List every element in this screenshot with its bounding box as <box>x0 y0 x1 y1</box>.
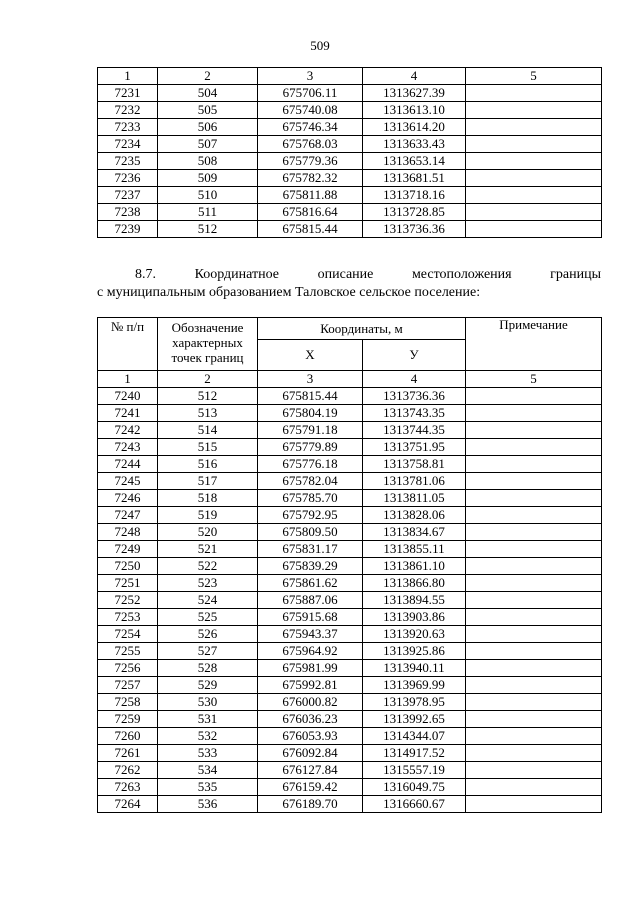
header-num: № п/п <box>98 318 158 371</box>
table-row <box>98 762 602 779</box>
table-cell: 516 <box>158 456 258 473</box>
table-cell: 7249 <box>98 541 158 558</box>
table-cell: 527 <box>158 643 258 660</box>
table-cell: 7239 <box>98 221 158 238</box>
table-cell: 7255 <box>98 643 158 660</box>
table-cell: 509 <box>158 170 258 187</box>
table-row <box>98 643 602 660</box>
table-cell: 1313728.85 <box>363 204 466 221</box>
table-row <box>98 796 602 813</box>
table-cell: 1313828.06 <box>363 507 466 524</box>
table-cell: 675811.88 <box>258 187 363 204</box>
table-cell: 675706.11 <box>258 85 363 102</box>
table-row <box>98 745 602 762</box>
table-cell: 508 <box>158 153 258 170</box>
column-number-cell: 2 <box>158 68 258 85</box>
table-cell <box>466 422 602 439</box>
table-row <box>98 422 602 439</box>
table-cell: 7238 <box>98 204 158 221</box>
table-row <box>98 119 602 136</box>
table-cell: 7246 <box>98 490 158 507</box>
section-heading-word: границы <box>550 267 601 282</box>
table-cell: 531 <box>158 711 258 728</box>
table-cell: 7234 <box>98 136 158 153</box>
table-cell <box>466 643 602 660</box>
table-cell <box>466 711 602 728</box>
table-cell: 7253 <box>98 609 158 626</box>
table-cell: 675981.99 <box>258 660 363 677</box>
table-cell: 7248 <box>98 524 158 541</box>
table-cell: 7254 <box>98 626 158 643</box>
table-cell <box>466 221 602 238</box>
table-cell: 519 <box>158 507 258 524</box>
table-cell: 675779.36 <box>258 153 363 170</box>
table-row <box>98 575 602 592</box>
table-row <box>98 221 602 238</box>
table-cell: 523 <box>158 575 258 592</box>
section-heading-word: Координатное <box>194 267 279 282</box>
table-cell: 1315557.19 <box>363 762 466 779</box>
table-cell: 1313614.20 <box>363 119 466 136</box>
section-heading-word: местоположения <box>411 267 512 282</box>
table-cell <box>466 592 602 609</box>
table-body <box>98 371 602 813</box>
table-cell <box>466 388 602 405</box>
table-row <box>98 170 602 187</box>
table-cell: 675768.03 <box>258 136 363 153</box>
column-number-cell: 1 <box>98 371 158 388</box>
table-cell: 521 <box>158 541 258 558</box>
table-cell: 7259 <box>98 711 158 728</box>
table-cell: 511 <box>158 204 258 221</box>
table-cell: 675792.95 <box>258 507 363 524</box>
table-cell: 1314917.52 <box>363 745 466 762</box>
table-cell: 7260 <box>98 728 158 745</box>
table-cell: 1313969.99 <box>363 677 466 694</box>
table-cell: 1313736.36 <box>363 221 466 238</box>
table-cell: 1313758.81 <box>363 456 466 473</box>
table-cell: 675809.50 <box>258 524 363 541</box>
table-cell <box>466 170 602 187</box>
table-cell: 7244 <box>98 456 158 473</box>
table-cell: 676159.42 <box>258 779 363 796</box>
table-cell: 7263 <box>98 779 158 796</box>
table-row <box>98 473 602 490</box>
table-cell: 1313940.11 <box>363 660 466 677</box>
table-cell: 1313861.10 <box>363 558 466 575</box>
table-cell: 676189.70 <box>258 796 363 813</box>
table-cell: 675746.34 <box>258 119 363 136</box>
table-cell: 675782.04 <box>258 473 363 490</box>
table-cell <box>466 456 602 473</box>
table-cell <box>466 575 602 592</box>
table-cell: 1313855.11 <box>363 541 466 558</box>
table-cell: 1313866.80 <box>363 575 466 592</box>
table-cell: 675785.70 <box>258 490 363 507</box>
table-cell: 1313627.39 <box>363 85 466 102</box>
table-cell <box>466 609 602 626</box>
coordinates-table <box>97 317 602 813</box>
table-cell: 7258 <box>98 694 158 711</box>
table-cell: 513 <box>158 405 258 422</box>
table-cell: 524 <box>158 592 258 609</box>
table-cell <box>466 490 602 507</box>
table-row <box>98 592 602 609</box>
table-cell: 675776.18 <box>258 456 363 473</box>
table-cell: 1313781.06 <box>363 473 466 490</box>
table-row <box>98 524 602 541</box>
table-row <box>98 405 602 422</box>
table-row <box>98 136 602 153</box>
table-cell: 1313920.63 <box>363 626 466 643</box>
table-cell <box>466 762 602 779</box>
table-cell: 7250 <box>98 558 158 575</box>
table-cell: 514 <box>158 422 258 439</box>
table-row <box>98 677 602 694</box>
column-number-cell: 3 <box>258 371 363 388</box>
table-cell: 512 <box>158 388 258 405</box>
column-number-cell: 1 <box>98 68 158 85</box>
header-y: У <box>363 340 466 371</box>
table-cell: 675740.08 <box>258 102 363 119</box>
table-row <box>98 558 602 575</box>
table-cell: 675861.62 <box>258 575 363 592</box>
column-number-cell: 3 <box>258 68 363 85</box>
table-cell <box>466 660 602 677</box>
table-cell: 675815.44 <box>258 388 363 405</box>
table-cell: 7247 <box>98 507 158 524</box>
table-cell: 525 <box>158 609 258 626</box>
table-cell: 1313718.16 <box>363 187 466 204</box>
table-header <box>98 318 602 371</box>
table-cell: 1314344.07 <box>363 728 466 745</box>
table-cell: 535 <box>158 779 258 796</box>
table-cell: 7243 <box>98 439 158 456</box>
table-cell: 1313681.51 <box>363 170 466 187</box>
table-cell: 1313736.36 <box>363 388 466 405</box>
table-cell: 505 <box>158 102 258 119</box>
header-note: Примечание <box>466 318 602 371</box>
table-cell: 676053.93 <box>258 728 363 745</box>
table-row <box>98 102 602 119</box>
table-row <box>98 609 602 626</box>
table-cell: 7233 <box>98 119 158 136</box>
table-body <box>98 68 602 238</box>
table-cell: 1313894.55 <box>363 592 466 609</box>
table-cell: 675779.89 <box>258 439 363 456</box>
column-number-cell: 4 <box>363 68 466 85</box>
table-cell: 1313903.86 <box>363 609 466 626</box>
table-cell: 675943.37 <box>258 626 363 643</box>
table-cell: 517 <box>158 473 258 490</box>
table-cell: 675782.32 <box>258 170 363 187</box>
table-cell: 675887.06 <box>258 592 363 609</box>
column-number-row <box>98 371 602 388</box>
table-row <box>98 660 602 677</box>
table-cell: 675815.44 <box>258 221 363 238</box>
table-cell: 536 <box>158 796 258 813</box>
table-cell: 1313751.95 <box>363 439 466 456</box>
table-cell <box>466 524 602 541</box>
table-cell: 1313992.65 <box>363 711 466 728</box>
table-cell: 7261 <box>98 745 158 762</box>
table-cell: 1313653.14 <box>363 153 466 170</box>
table-cell: 675839.29 <box>258 558 363 575</box>
table-cell: 675804.19 <box>258 405 363 422</box>
table-row <box>98 541 602 558</box>
table-cell <box>466 85 602 102</box>
table-cell: 675992.81 <box>258 677 363 694</box>
table-row <box>98 204 602 221</box>
table-cell: 7240 <box>98 388 158 405</box>
table-cell: 1313925.86 <box>363 643 466 660</box>
table-cell: 1313744.35 <box>363 422 466 439</box>
column-number-cell: 4 <box>363 371 466 388</box>
table-cell: 675816.64 <box>258 204 363 221</box>
table-cell: 7237 <box>98 187 158 204</box>
table-cell: 676000.82 <box>258 694 363 711</box>
table-cell <box>466 694 602 711</box>
table-cell: 7241 <box>98 405 158 422</box>
table-cell: 518 <box>158 490 258 507</box>
table-cell <box>466 405 602 422</box>
column-number-cell: 2 <box>158 371 258 388</box>
table-cell <box>466 204 602 221</box>
table-row <box>98 779 602 796</box>
table-row <box>98 439 602 456</box>
table-cell <box>466 745 602 762</box>
table-cell: 676127.84 <box>258 762 363 779</box>
table-cell: 1313978.95 <box>363 694 466 711</box>
table-cell <box>466 677 602 694</box>
table-cell: 1313811.05 <box>363 490 466 507</box>
table-cell: 522 <box>158 558 258 575</box>
table-cell: 7236 <box>98 170 158 187</box>
table-cell <box>466 779 602 796</box>
table-cell: 530 <box>158 694 258 711</box>
table-row <box>98 388 602 405</box>
table-cell <box>466 541 602 558</box>
table-row <box>98 490 602 507</box>
table-cell: 1313613.10 <box>363 102 466 119</box>
header-designation: Обозначение характерных точек границ <box>158 318 258 371</box>
table-cell: 7264 <box>98 796 158 813</box>
table-cell: 528 <box>158 660 258 677</box>
table-cell: 7262 <box>98 762 158 779</box>
table-cell: 512 <box>158 221 258 238</box>
column-number-cell: 5 <box>466 68 602 85</box>
table-cell <box>466 439 602 456</box>
table-cell: 7252 <box>98 592 158 609</box>
table-cell: 506 <box>158 119 258 136</box>
table-cell: 507 <box>158 136 258 153</box>
table-row <box>98 626 602 643</box>
table-cell <box>466 136 602 153</box>
table-cell <box>466 102 602 119</box>
table-cell: 676092.84 <box>258 745 363 762</box>
table-cell: 510 <box>158 187 258 204</box>
table-row <box>98 711 602 728</box>
table-cell: 675964.92 <box>258 643 363 660</box>
table-cell: 520 <box>158 524 258 541</box>
table-row <box>98 456 602 473</box>
section-heading-line1 <box>97 266 601 284</box>
table-row <box>98 694 602 711</box>
table-cell: 1313743.35 <box>363 405 466 422</box>
table-row <box>98 153 602 170</box>
table-cell: 7257 <box>98 677 158 694</box>
table-cell: 7231 <box>98 85 158 102</box>
header-x: Х <box>258 340 363 371</box>
table-row <box>98 85 602 102</box>
table-row <box>98 728 602 745</box>
table-cell: 532 <box>158 728 258 745</box>
table-cell <box>466 473 602 490</box>
table-cell: 675915.68 <box>258 609 363 626</box>
table-cell: 533 <box>158 745 258 762</box>
table-row <box>98 187 602 204</box>
table-cell <box>466 796 602 813</box>
table-cell: 7245 <box>98 473 158 490</box>
table-cell <box>466 187 602 204</box>
table-cell: 504 <box>158 85 258 102</box>
table-cell: 534 <box>158 762 258 779</box>
table-cell: 7242 <box>98 422 158 439</box>
table-cell: 7235 <box>98 153 158 170</box>
table-cell: 515 <box>158 439 258 456</box>
table-cell: 7232 <box>98 102 158 119</box>
section-heading-line2: с муниципальным образованием Таловское сельское поселение: <box>97 285 481 300</box>
table-cell <box>466 507 602 524</box>
table-cell: 1313834.67 <box>363 524 466 541</box>
table-cell: 675791.18 <box>258 422 363 439</box>
header-coordinates: Координаты, м <box>258 318 466 340</box>
table-row <box>98 507 602 524</box>
table-cell: 675831.17 <box>258 541 363 558</box>
table-cell <box>466 728 602 745</box>
table-cell: 7251 <box>98 575 158 592</box>
table-cell <box>466 626 602 643</box>
table-cell: 676036.23 <box>258 711 363 728</box>
column-number-row <box>98 68 602 85</box>
column-number-cell: 5 <box>466 371 602 388</box>
section-number: 8.7. <box>135 267 156 282</box>
section-heading-word: описание <box>317 267 374 282</box>
table-cell: 529 <box>158 677 258 694</box>
table-cell: 1316049.75 <box>363 779 466 796</box>
table-cell <box>466 119 602 136</box>
table-cell <box>466 558 602 575</box>
table-cell: 526 <box>158 626 258 643</box>
coordinates-table-continued <box>97 67 602 238</box>
table-cell: 1316660.67 <box>363 796 466 813</box>
page-number: 509 <box>310 38 330 53</box>
table-cell: 1313633.43 <box>363 136 466 153</box>
table-cell: 7256 <box>98 660 158 677</box>
table-cell <box>466 153 602 170</box>
